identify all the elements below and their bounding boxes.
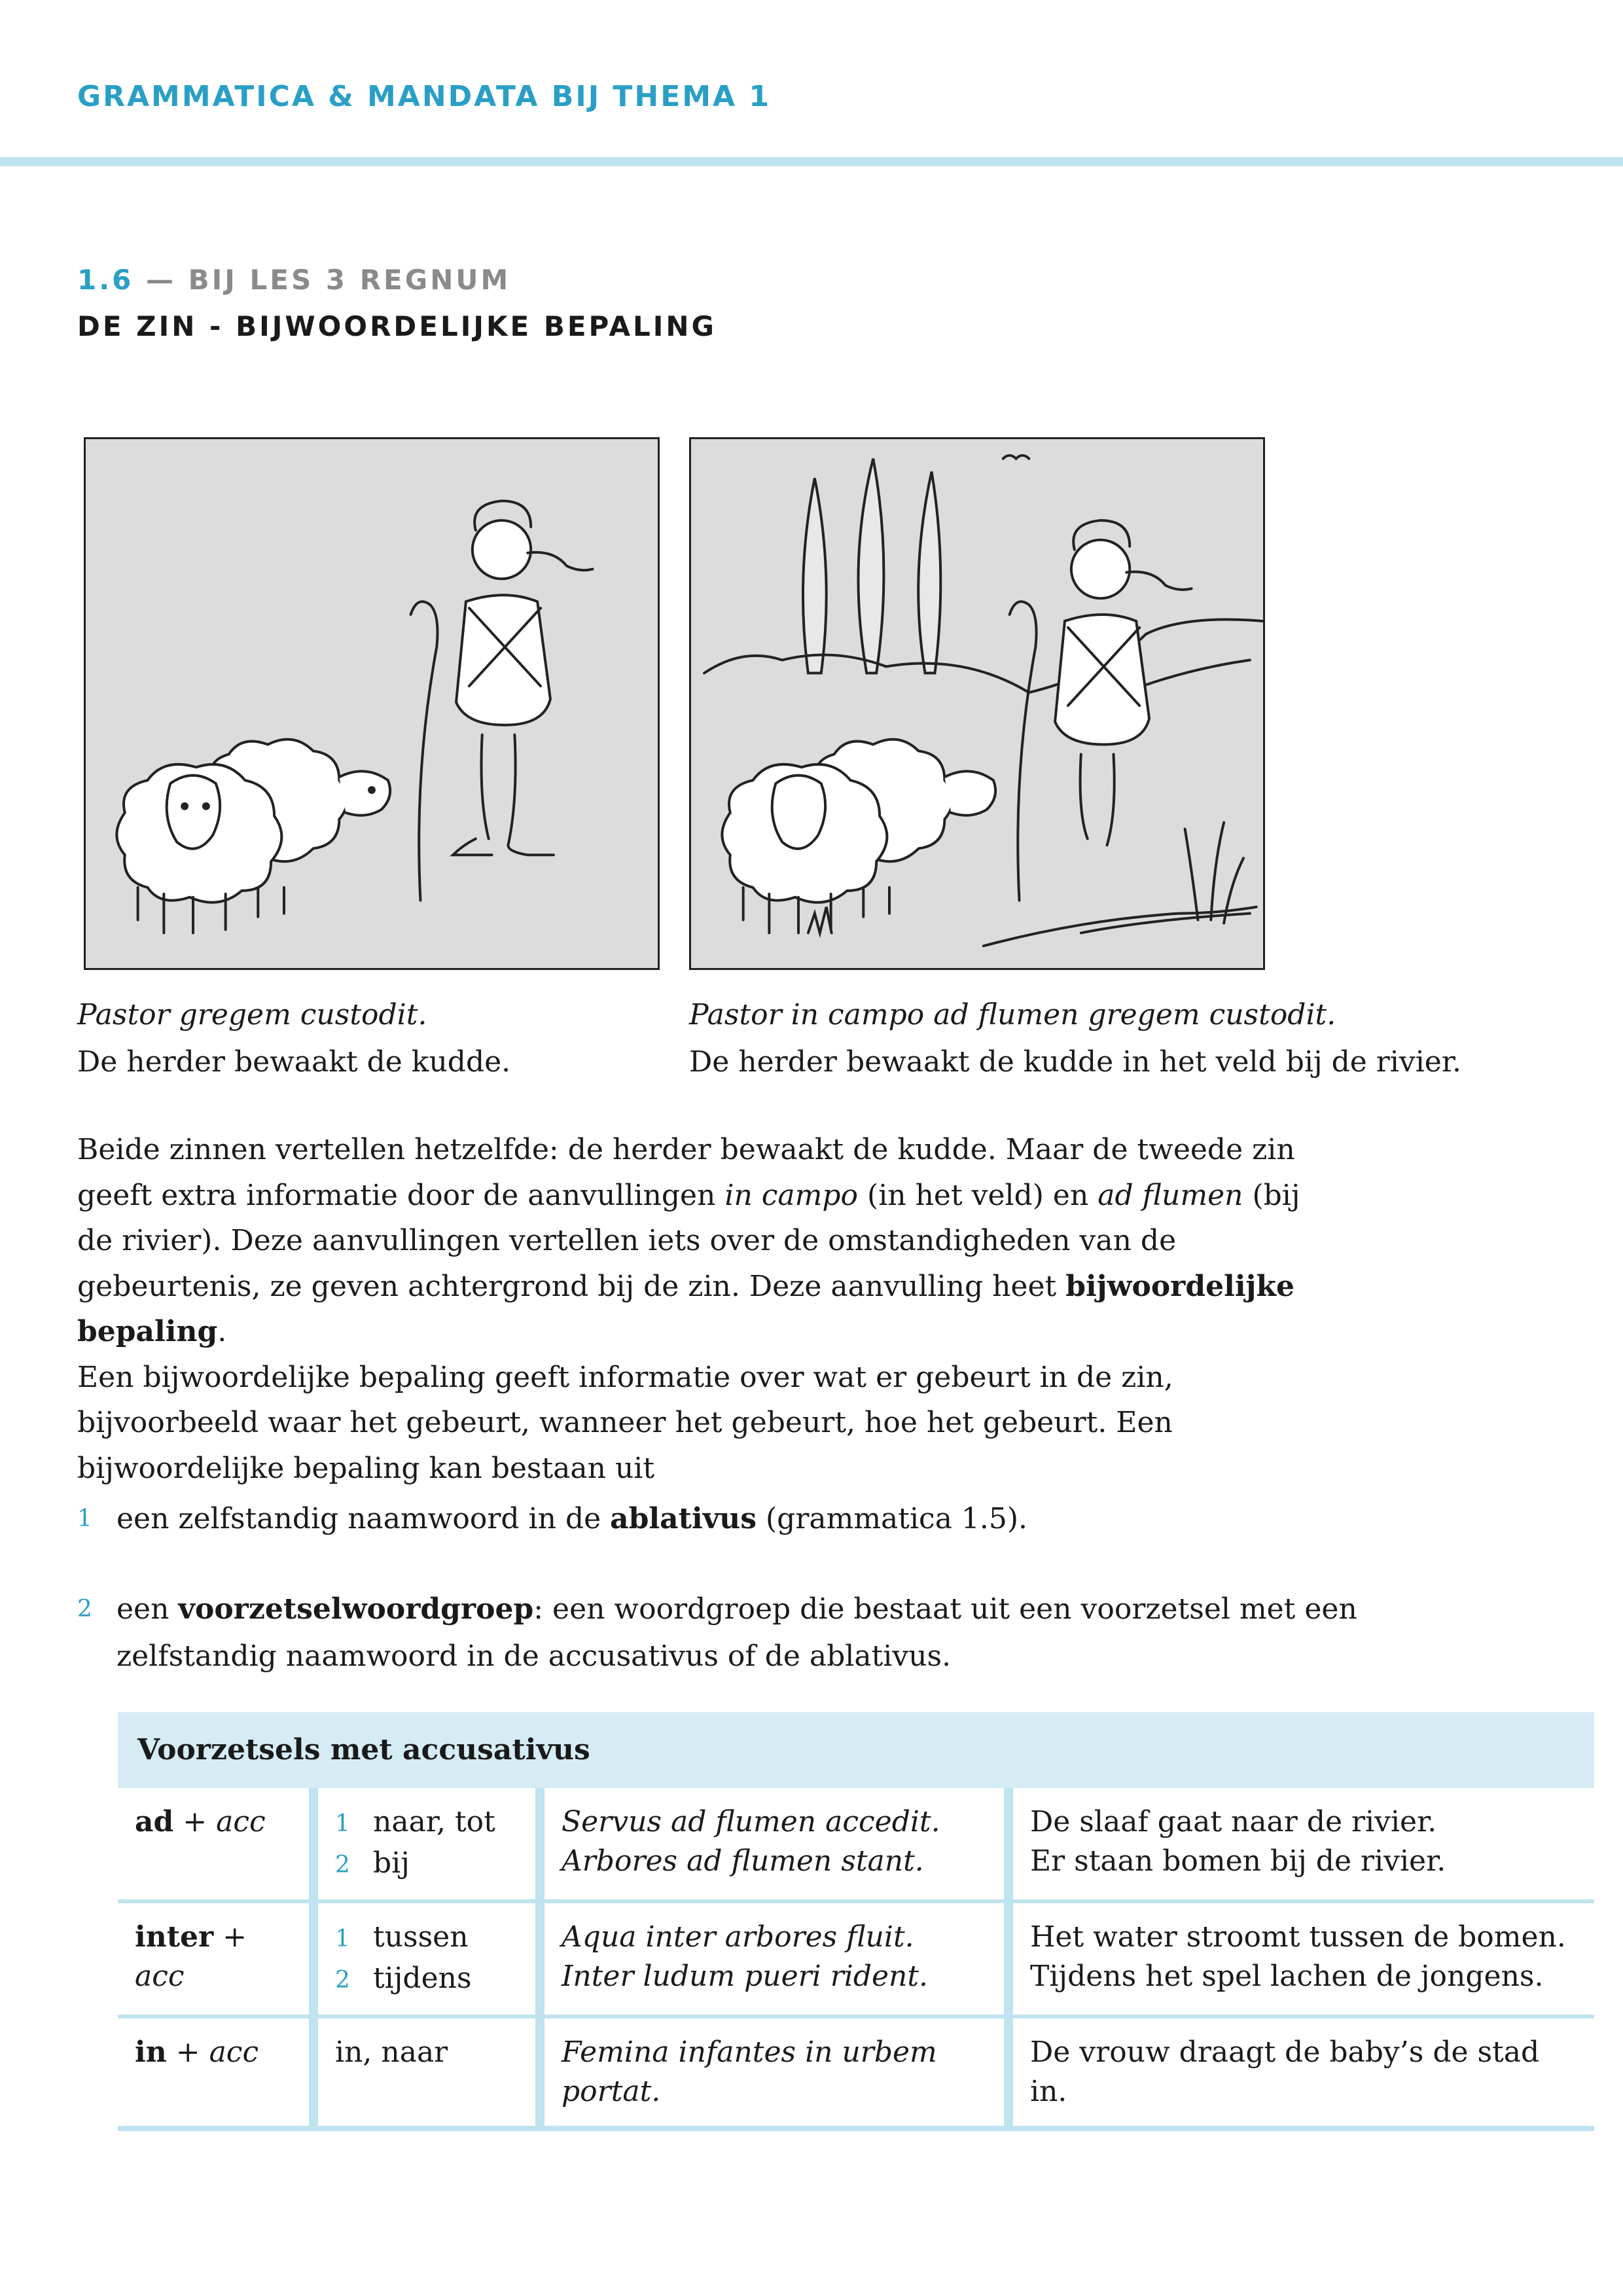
- prepositions-table: [118, 1712, 1594, 2131]
- preposition: in: [135, 2036, 167, 2069]
- list-text: [116, 1496, 1360, 1543]
- section-dash: —: [134, 264, 188, 296]
- meaning-text: tussen: [373, 1920, 469, 1954]
- intro-term-bijwoordelijke-bepaling: bijwoordelijke bepaling: [77, 1269, 1294, 1348]
- list-2-text-end: : een woordgroep die bestaat uit een voorzetsel met een zelfstandig naamwoord in de accusativus of de ablativus.: [116, 1592, 1357, 1673]
- section-number-value: 1.6: [77, 264, 134, 296]
- caption-right: [689, 992, 1461, 1086]
- list-1-text: een zelfstandig naamwoord in de: [116, 1502, 611, 1535]
- section-number: [77, 264, 510, 296]
- list-1-term: ablativus: [610, 1502, 757, 1535]
- latin-example: Femina infantes in urbem portat.: [562, 2036, 937, 2108]
- dutch-translation: Tijdens het spel lachen de jongens.: [1030, 1960, 1544, 1993]
- table-cell-preposition: [118, 2017, 313, 2128]
- list-text: [116, 1586, 1360, 1680]
- caption-left: [77, 992, 510, 1086]
- table-cell-latin: [540, 2017, 1008, 2128]
- plus-sign: +: [173, 1805, 217, 1839]
- table-cell-meaning: in, naar: [313, 2017, 540, 2128]
- case-label: acc: [209, 2036, 259, 2069]
- shepherd-in-field-by-river-illustration-icon: [691, 439, 1263, 968]
- table-header-row: [118, 1712, 1594, 1788]
- latin-example: Inter ludum pueri rident.: [562, 1960, 929, 1993]
- table-cell-dutch: [1008, 1901, 1594, 2017]
- meaning-number: 2: [335, 1967, 350, 1994]
- latin-example: Arbores ad flumen stant.: [562, 1844, 924, 1878]
- list-number: 2: [77, 1596, 92, 1623]
- table-cell-dutch: [1008, 2017, 1594, 2128]
- caption-right-dutch: De herder bewaakt de kudde in het veld bij de rivier.: [689, 1045, 1462, 1079]
- dutch-translation: De vrouw draagt de baby’s de stad in.: [1030, 2036, 1540, 2108]
- header-rule: [0, 157, 1623, 166]
- list-number: 1: [77, 1505, 92, 1532]
- table-cell-preposition: [118, 1901, 313, 2017]
- meaning-text: tijdens: [373, 1962, 472, 1995]
- meaning-number: 1: [335, 1926, 350, 1952]
- latin-example: Servus ad flumen accedit.: [562, 1805, 940, 1839]
- table-header: Voorzetsels met accusativus: [118, 1712, 1594, 1788]
- illustration-shepherd-field-river: [689, 437, 1265, 970]
- table-cell-latin: [540, 1901, 1008, 2017]
- intro-text-5: Een bijwoordelijke bepaling geeft informatie over wat er gebeurt in de zin, bijvoorbeeld waar het gebeurt, wanneer het gebeurt, hoe het gebeurt. Een bijwoordelijke bepaling kan bestaan uit: [77, 1360, 1173, 1485]
- case-label: acc: [135, 1960, 185, 1993]
- preposition: inter: [135, 1920, 214, 1954]
- meaning-line: [335, 1918, 518, 1959]
- meaning-text: bij: [373, 1846, 410, 1880]
- meaning-line: [335, 1803, 518, 1844]
- table-cell-dutch: [1008, 1788, 1594, 1901]
- intro-term-ad-flumen: ad flumen: [1097, 1178, 1243, 1212]
- illustration-shepherd-flock: [84, 437, 660, 970]
- table-row: [118, 2017, 1594, 2128]
- dutch-translation: De slaaf gaat naar de rivier.: [1030, 1805, 1437, 1839]
- intro-text-3: (bij de rivier). Deze aanvullingen vertellen iets over de omstandigheden van de gebeurtenis, ze geven achtergrond bij de zin. Deze aanvulling heet: [77, 1178, 1300, 1303]
- table-cell-meaning: [313, 1901, 540, 2017]
- intro-text-1: Beide zinnen vertellen hetzelfde: de herder bewaakt de kudde. Maar de tweede zin geeft extra informatie door de aanvullingen: [77, 1133, 1295, 1212]
- plus-sign: +: [166, 2036, 209, 2069]
- meaning-text: naar, tot: [373, 1805, 495, 1839]
- table-cell-preposition: [118, 1788, 313, 1901]
- caption-left-dutch: De herder bewaakt de kudde.: [77, 1045, 511, 1079]
- latin-example: Aqua inter arbores fluit.: [562, 1920, 914, 1954]
- table-cell-meaning: [313, 1788, 540, 1901]
- preposition: ad: [135, 1805, 174, 1839]
- meaning-line: [335, 1959, 518, 2000]
- section-title: DE ZIN - BIJWOORDELIJKE BEPALING: [77, 310, 717, 342]
- table-cell-latin: [540, 1788, 1008, 1901]
- table-row: [118, 1788, 1594, 1901]
- meaning-number: 2: [335, 1852, 350, 1878]
- running-header: GRAMMATICA & MANDATA BIJ THEMA 1: [77, 80, 772, 113]
- plus-sign: +: [213, 1920, 247, 1954]
- shepherd-with-sheep-illustration-icon: [86, 439, 658, 968]
- section-label: BIJ LES 3 REGNUM: [188, 264, 511, 296]
- table-row: [118, 1901, 1594, 2017]
- dutch-translation: Er staan bomen bij de rivier.: [1030, 1844, 1446, 1878]
- intro-text-2: (in het veld) en: [858, 1178, 1098, 1212]
- caption-left-latin: Pastor gregem custodit.: [77, 998, 427, 1031]
- intro-text-4: .: [217, 1315, 227, 1348]
- intro-paragraph: [77, 1127, 1321, 1491]
- case-label: acc: [216, 1805, 266, 1839]
- intro-term-in-campo: in campo: [724, 1178, 859, 1212]
- dutch-translation: Het water stroomt tussen de bomen.: [1030, 1920, 1566, 1954]
- meaning-line: [335, 1844, 518, 1885]
- meaning-number: 1: [335, 1810, 350, 1837]
- list-2-term: voorzetselwoordgroep: [178, 1592, 534, 1626]
- caption-right-latin: Pastor in campo ad flumen gregem custodit.: [689, 998, 1336, 1031]
- list-1-text-end: (grammatica 1.5).: [757, 1502, 1028, 1535]
- list-2-text: een: [116, 1592, 179, 1626]
